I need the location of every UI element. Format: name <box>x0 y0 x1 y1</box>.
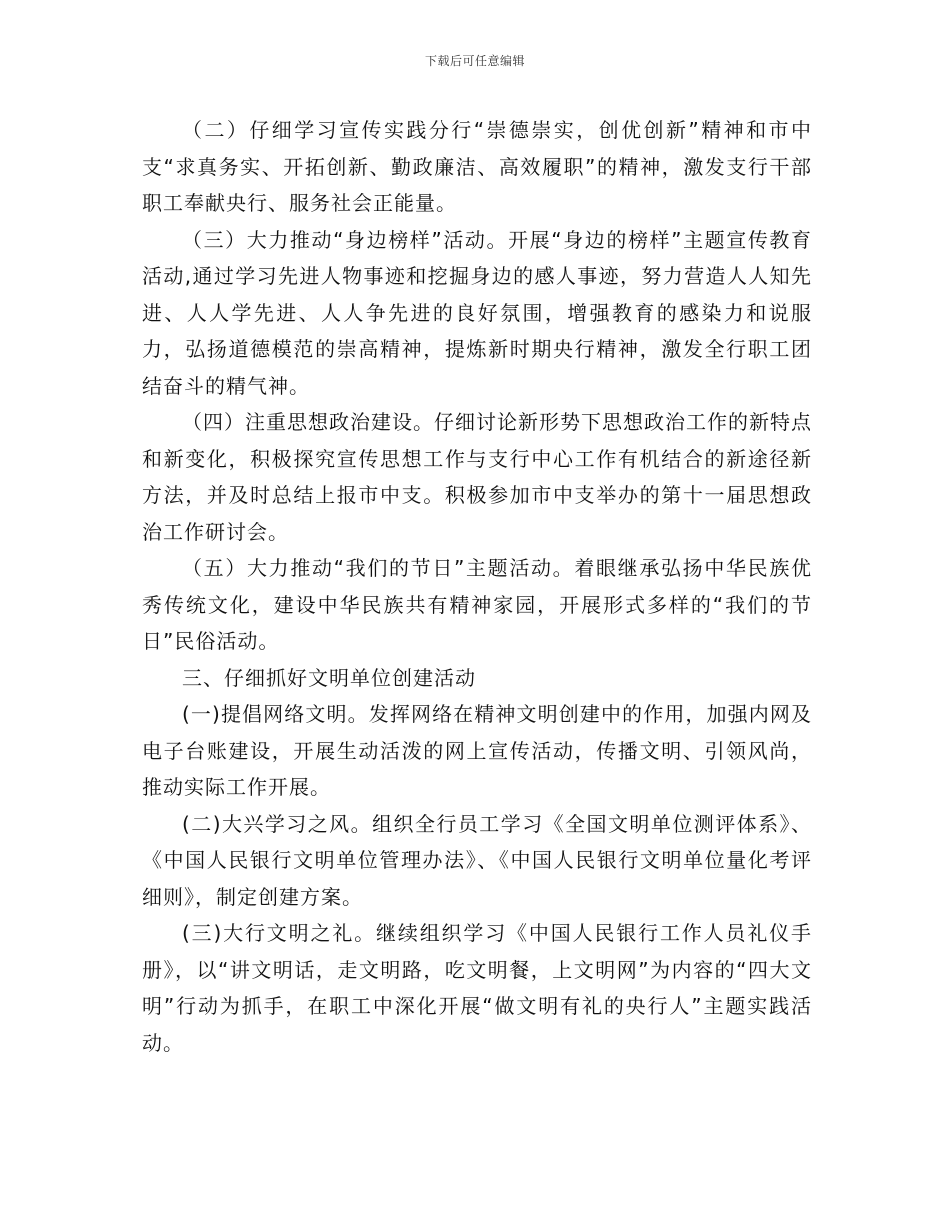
paragraph-2-5: （五）大力推动“我们的节日”主题活动。着眼继承弘扬中华民族优秀传统文化，建设中华民族共有精神家园，开展形式多样的“我们的节日”民俗活动。 <box>142 556 812 653</box>
paragraph-3-2: (二)大兴学习之风。组织全行员工学习《全国文明单位测评体系》、《中国人民银行文明单位管理办法》、《中国人民银行文明单位量化考评细则》，制定创建方案。 <box>142 811 812 909</box>
document-body <box>142 112 812 1061</box>
paragraph-2-3: （三）大力推动“身边榜样”活动。开展“身边的榜样”主题宣传教育活动,通过学习先进人物事迹和挖掘身边的感人事迹，努力营造人人知先进、人人学先进、人人争先进的良好氛围，增强教育的感染力和说服力，弘扬道德模范的崇高精神，提炼新时期央行精神，激发全行职工团结奋斗的精气神。 <box>142 227 812 398</box>
paragraph-3-1: (一)提倡网络文明。发挥网络在精神文明创建中的作用，加强内网及电子台账建设，开展生动活泼的网上宣传活动，传播文明、引领风尚，推动实际工作开展。 <box>142 702 812 799</box>
paragraph-2-4: （四）注重思想政治建设。仔细讨论新形势下思想政治工作的新特点和新变化，积极探究宣传思想工作与支行中心工作有机结合的新途径新方法，并及时总结上报市中支。积极参加市中支举办的第十一届思想政治工作研讨会。 <box>142 410 812 544</box>
paragraph-2-2: （二）仔细学习宣传实践分行“崇德崇实，创优创新”精神和市中支“求真务实、开拓创新、勤政廉洁、高效履职”的精神，激发支行干部职工奉献央行、服务社会正能量。 <box>142 118 812 215</box>
paragraph-3-3: (三)大行文明之礼。继续组织学习《中国人民银行工作人员礼仪手册》，以“讲文明话，走文明路，吃文明餐，上文明网”为内容的“四大文明”行动为抓手，在职工中深化开展“做文明有礼的央行人”主题实践活动。 <box>142 921 812 1055</box>
page-header-note: 下载后可任意编辑 <box>424 54 525 68</box>
section-3-heading: 三、仔细抓好文明单位创建活动 <box>182 665 476 690</box>
